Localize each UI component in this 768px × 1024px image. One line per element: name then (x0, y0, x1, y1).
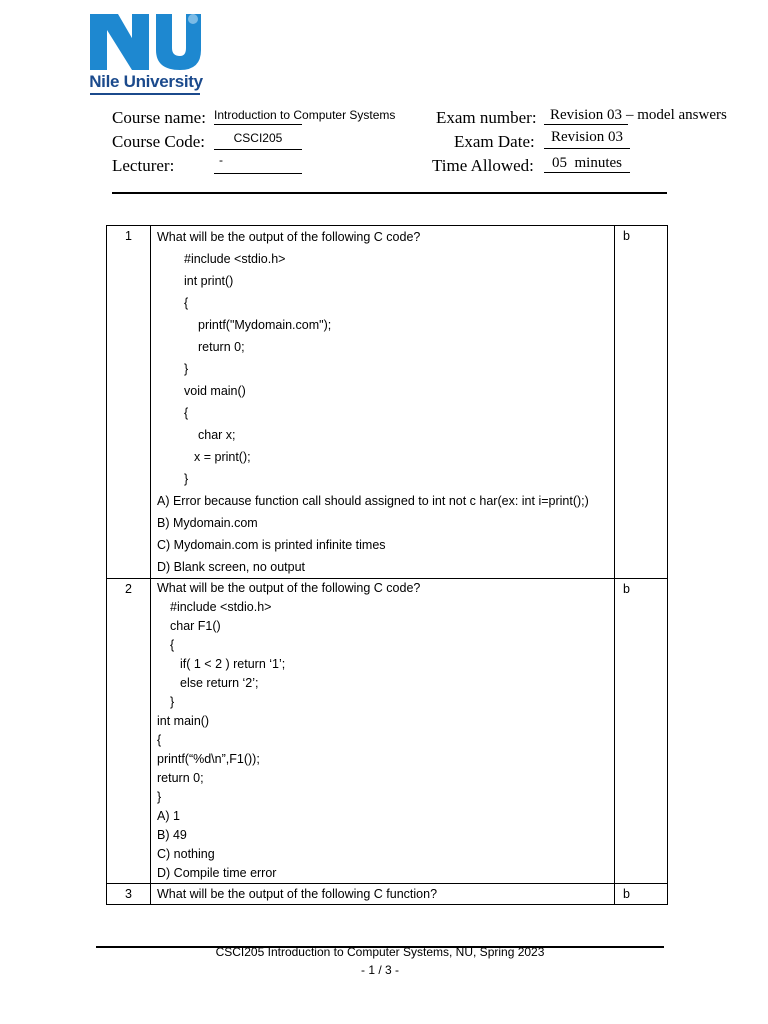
course-code-value: CSCI205 (233, 131, 283, 145)
question-body (151, 226, 615, 579)
code-line: if( 1 < 2 ) return ‘1’; (180, 657, 286, 671)
exam-date-value: Revision 03 (550, 129, 624, 145)
option-d: D) Blank screen, no output (157, 560, 305, 574)
question-number: 2 (107, 579, 151, 884)
code-line: printf("Mydomain.com"); (198, 318, 332, 332)
code-line: int print() (184, 274, 234, 288)
question-row-1 (107, 226, 668, 579)
answer-cell: b (615, 226, 668, 579)
page-number: - 1 / 3 - (360, 963, 399, 977)
code-line: } (184, 362, 189, 376)
option-a: A) Error because function call should assigned to int not c har(ex: int i=print();) (157, 494, 589, 508)
code-line: { (184, 406, 189, 420)
code-line: return 0; (198, 340, 245, 354)
code-line: void main() (184, 384, 246, 398)
time-allowed-label: Time Allowed: (432, 156, 534, 175)
question-number: 1 (107, 226, 151, 579)
code-line: } (157, 790, 162, 804)
lecturer-label: Lecturer: (112, 156, 175, 175)
code-line: char x; (198, 428, 236, 442)
code-line: } (170, 695, 175, 709)
code-line: printf(“%d\n”,F1()); (157, 752, 260, 766)
nu-logo-mark (88, 12, 204, 72)
question-number: 3 (107, 884, 151, 905)
question-body (151, 579, 615, 884)
course-code-underline (214, 149, 302, 150)
answer-cell: b (615, 579, 668, 884)
lecturer-value: - (219, 153, 223, 167)
option-c: C) nothing (157, 847, 215, 861)
time-allowed-value: 05 minutes (552, 155, 622, 171)
code-line: { (184, 296, 189, 310)
course-name-label: Course name: (112, 108, 206, 127)
question-prompt: What will be the output of the following C code? (157, 581, 421, 595)
nile-university-logo (88, 12, 204, 96)
course-name-underline (214, 124, 302, 125)
logo-wordmark: Nile University (89, 72, 203, 91)
question-prompt: What will be the output of the following C function? (157, 887, 438, 901)
exam-number-suffix: – model answers (626, 107, 727, 123)
footer-course-line: CSCI205 Introduction to Computer Systems, NU, Spring 2023 (215, 945, 545, 959)
questions-table (106, 225, 668, 905)
logo-underline (90, 93, 200, 95)
code-line: { (157, 733, 162, 747)
exam-date-underline (544, 148, 630, 149)
code-line: #include <stdio.h> (184, 252, 286, 266)
exam-number-underline (544, 124, 628, 125)
question-row-3 (107, 884, 668, 905)
answer-cell: b (615, 884, 668, 905)
question-prompt: What will be the output of the following C code? (157, 230, 421, 244)
time-allowed-underline (544, 172, 630, 173)
code-line: int main() (157, 714, 210, 728)
course-code-label: Course Code: (112, 132, 206, 151)
option-d: D) Compile time error (157, 866, 277, 880)
exam-date-label: Exam Date: (454, 132, 535, 151)
code-line: #include <stdio.h> (170, 600, 272, 614)
code-line: x = print(); (194, 450, 251, 464)
code-line: { (170, 638, 175, 652)
header-divider (112, 192, 667, 194)
code-line: } (184, 472, 189, 486)
option-b: B) Mydomain.com (157, 516, 258, 530)
option-a: A) 1 (157, 809, 180, 823)
code-line: else return ‘2’; (180, 676, 259, 690)
question-row-2 (107, 579, 668, 884)
exam-number-label: Exam number: (436, 108, 537, 127)
code-line: return 0; (157, 771, 204, 785)
course-name-value: Introduction to Computer Systems (214, 108, 396, 122)
code-line: char F1() (170, 619, 221, 633)
lecturer-underline (214, 173, 302, 174)
option-c: C) Mydomain.com is printed infinite times (157, 538, 386, 552)
option-b: B) 49 (157, 828, 187, 842)
question-body (151, 884, 615, 905)
exam-number-value: Revision 03 (549, 107, 623, 123)
